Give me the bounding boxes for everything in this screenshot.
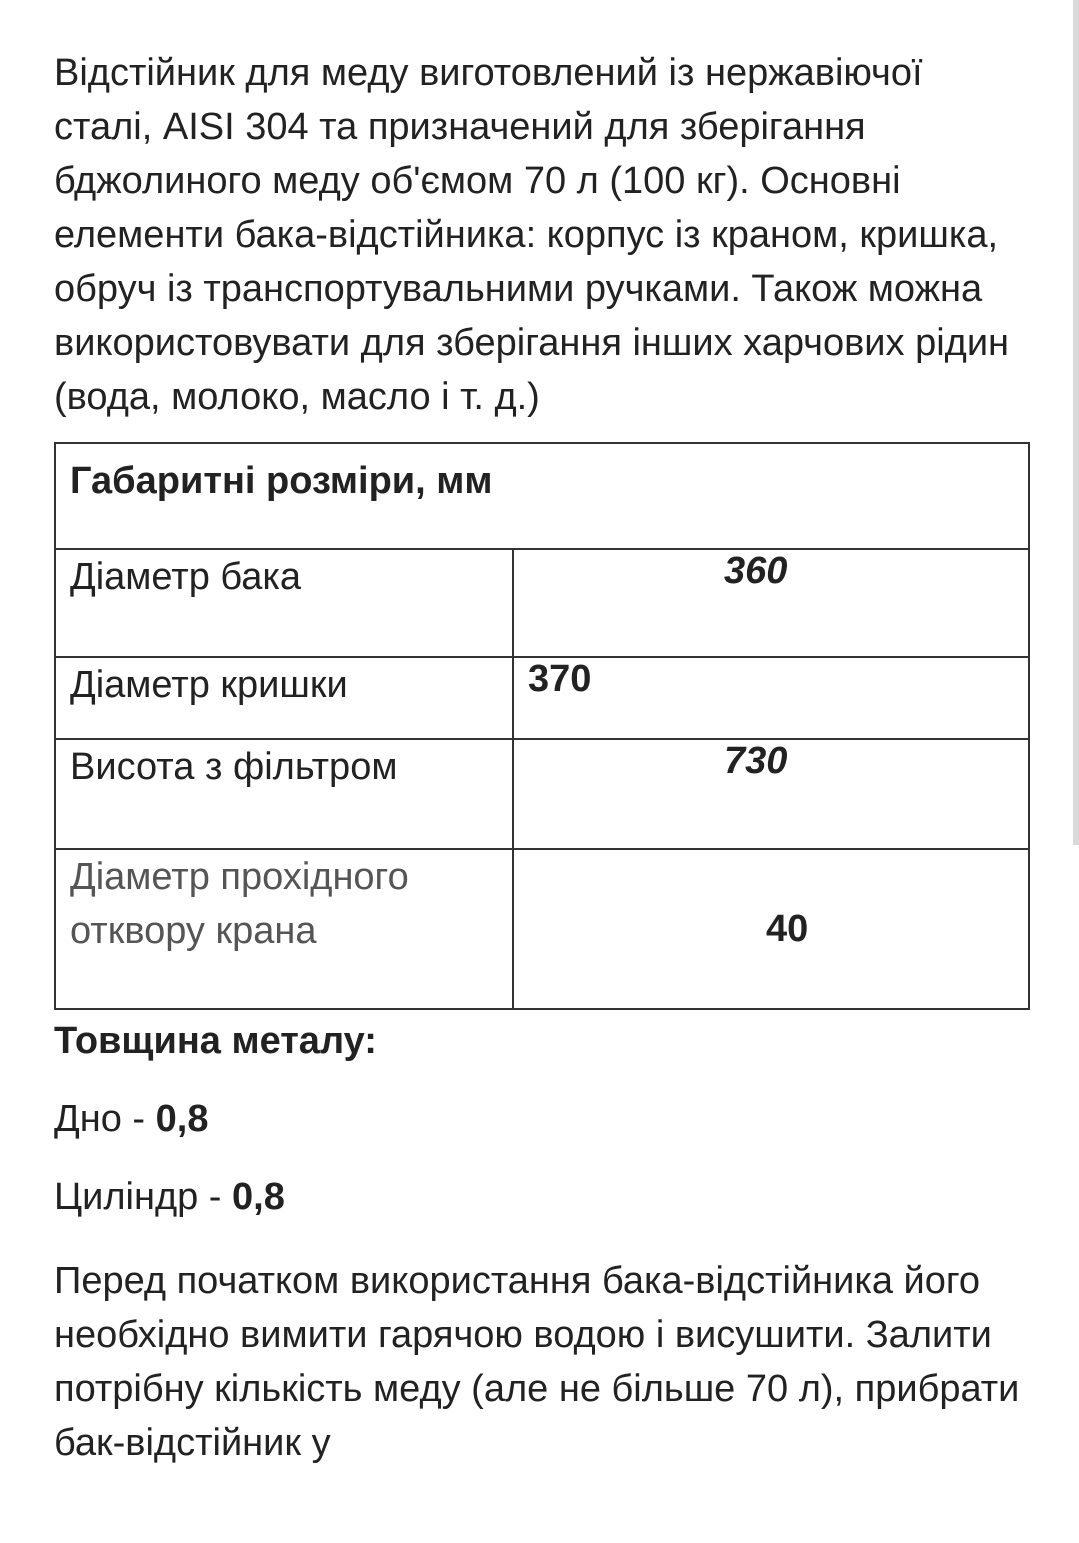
spec-bottom-value: 0,8 bbox=[155, 1098, 209, 1140]
spec-cylinder bbox=[54, 1170, 1034, 1224]
intro-paragraph: Відстійник для меду виготовлений із нержавіючої сталі, AISI 304 та призначений для зберігання бджолиного меду об'ємом 70 л (100 кг). Основні елементи бака-відстійника: корпус із краном, кришка, обруч із транспортувальними ручками. Також можна використовувати для зберігання інших харчових рідин (вода, молоко, масло і т. д.) bbox=[54, 52, 1010, 418]
document-page bbox=[54, 46, 1034, 1470]
row-value-height-with-filter: 730 bbox=[513, 739, 1029, 849]
row-label-lid-diameter: Діаметр кришки bbox=[55, 657, 513, 739]
dimensions-table bbox=[54, 442, 1030, 1010]
row-label-tap-opening-diameter: Діаметр прохідного отквору крана bbox=[55, 849, 513, 1009]
row-label-tank-diameter: Діаметр бака bbox=[55, 549, 513, 657]
metal-thickness-section bbox=[54, 1014, 1034, 1470]
spec-bottom bbox=[54, 1092, 1034, 1146]
table-header: Габаритні розміри, мм bbox=[55, 443, 1029, 549]
metal-thickness-title: Товщина металу: bbox=[54, 1020, 377, 1062]
table-row bbox=[55, 657, 1029, 739]
spec-cylinder-label: Циліндр - bbox=[54, 1176, 233, 1218]
scrollbar[interactable] bbox=[1073, 0, 1079, 845]
table-row bbox=[55, 549, 1029, 657]
table-row bbox=[55, 849, 1029, 1009]
table-row bbox=[55, 739, 1029, 849]
row-value-lid-diameter: 370 bbox=[513, 657, 1029, 739]
spec-bottom-label: Дно - bbox=[54, 1098, 156, 1140]
outro-paragraph: Перед початком використання бака-відстійника його необхідно вимити гарячою водою і висушити. Залити потрібну кількість меду (але не більше 70 л), прибрати бак-відстійник у bbox=[54, 1260, 1020, 1464]
row-label-height-with-filter: Висота з фільтром bbox=[55, 739, 513, 849]
spec-cylinder-value: 0,8 bbox=[232, 1176, 285, 1218]
row-value-tank-diameter: 360 bbox=[513, 549, 1029, 657]
row-value-tap-opening-diameter: 40 bbox=[513, 849, 1029, 1009]
